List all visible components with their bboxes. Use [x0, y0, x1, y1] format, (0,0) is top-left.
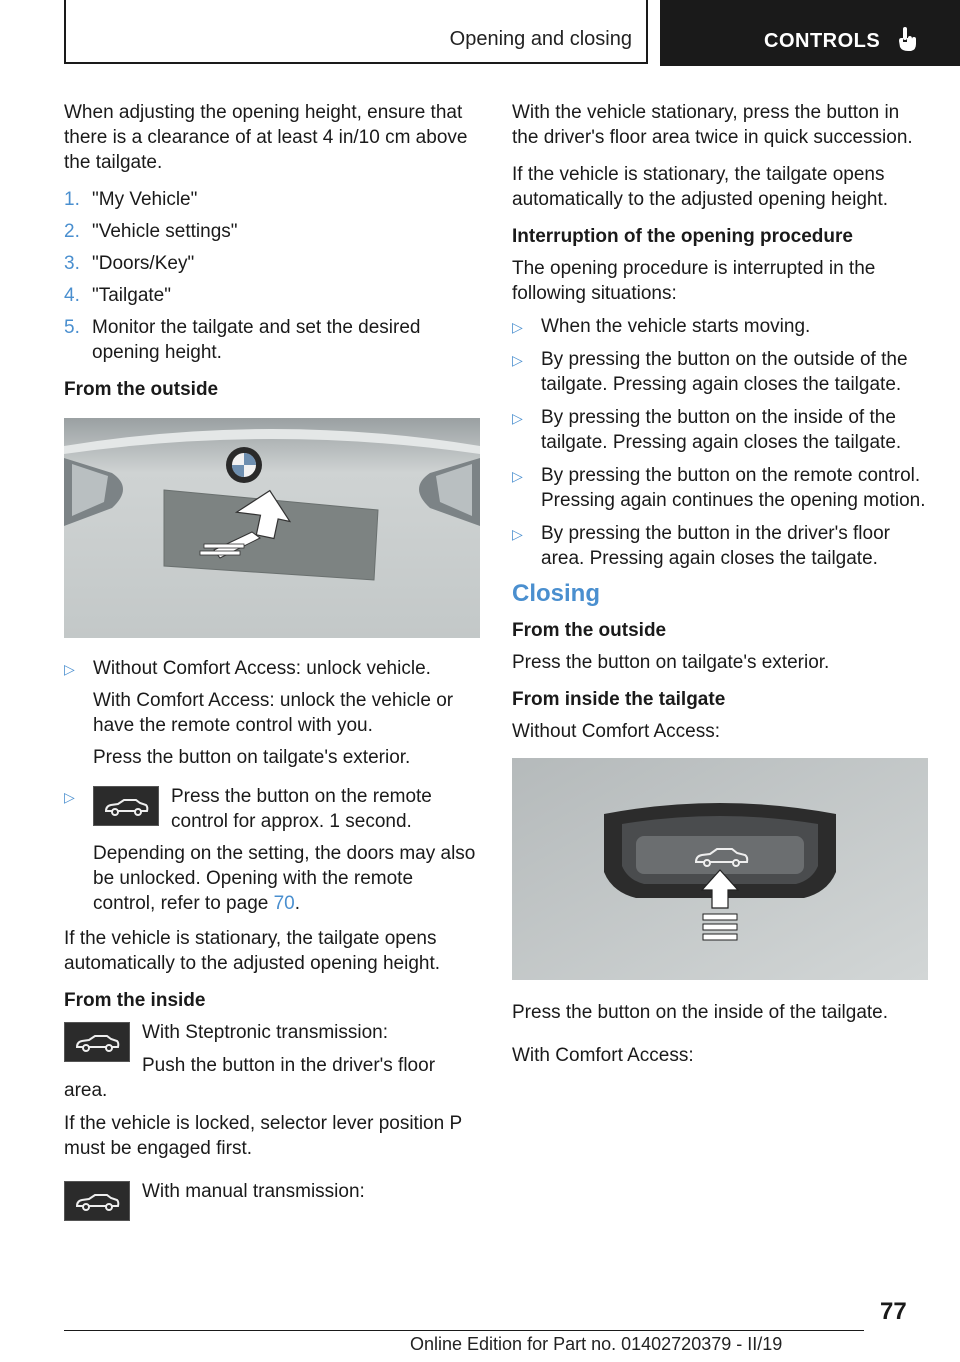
page-70-link[interactable]: 70: [273, 893, 295, 914]
push-driver-floor: Push the button in the driver's floor area.: [64, 1055, 436, 1101]
bullet-triangle-icon: ▷: [64, 789, 75, 805]
manual-instruction: With the vehicle stationary, press the button in the driver's floor area twice in quick succession.: [512, 102, 913, 148]
outside-steps-list: [64, 656, 480, 916]
pointing-hand-icon: [896, 26, 918, 52]
closing-outside-heading: From the outside: [512, 620, 667, 641]
list-item: 1. "My Vehicle": [64, 189, 198, 210]
interruption-list: [512, 314, 930, 571]
closing-heading: Closing: [512, 580, 600, 607]
interruption-heading: Interruption of the opening procedure: [512, 226, 853, 247]
settings-steps-list: [64, 187, 480, 365]
press-inside-text: Press the button on the inside of the tailgate.: [512, 1002, 889, 1023]
steptronic-label: With Steptronic transmission:: [142, 1022, 389, 1043]
header-section-box: [64, 0, 648, 64]
left-column: [64, 100, 480, 1225]
tailgate-car-icon: [93, 786, 159, 826]
tailgate-exterior-illustration: [64, 418, 480, 638]
list-item: ▷ By pressing the button on the remote control. Pressing again continues the opening motion.: [512, 465, 926, 511]
bullet-triangle-icon: ▷: [512, 319, 523, 335]
tailgate-car-icon: [64, 1181, 130, 1221]
tailgate-inside-button-illustration: [512, 758, 928, 980]
remote-control-note: Depending on the setting, the doors may also be unlocked. Opening with the remote control, refer to page 70.: [93, 843, 476, 914]
list-item: ▷ By pressing the button on the inside of the tailgate. Pressing again closes the tailgate.: [512, 407, 902, 453]
from-inside-heading: From the inside: [64, 990, 206, 1011]
list-item: ▷ By pressing the button in the driver's floor area. Pressing again closes the tailgate.: [512, 523, 890, 569]
list-item: 5. Monitor the tailgate and set the desired opening height.: [64, 317, 421, 363]
footer-edition: Online Edition for Part no. 01402720379 - II/19: [410, 1334, 783, 1354]
bullet-triangle-icon: ▷: [64, 661, 75, 677]
bullet-triangle-icon: ▷: [512, 468, 523, 484]
page-header: [0, 0, 960, 66]
stationary-note-right: If the vehicle is stationary, the tailgate opens automatically to the adjusted opening height.: [512, 164, 889, 210]
header-chapter-title: CONTROLS: [764, 30, 881, 52]
bmw-logo-icon: [226, 447, 262, 483]
bullet-triangle-icon: ▷: [512, 526, 523, 542]
bullet-triangle-icon: ▷: [512, 352, 523, 368]
stationary-note: If the vehicle is stationary, the tailgate opens automatically to the adjusted opening height.: [64, 928, 441, 974]
footer-divider: [64, 1330, 864, 1331]
list-item: 2. "Vehicle settings": [64, 221, 238, 242]
without-comfort-label: Without Comfort Access:: [512, 721, 721, 742]
header-section-title: Opening and closing: [449, 28, 632, 50]
adjust-height-intro: When adjusting the opening height, ensure that there is a clearance of at least 4 in/10 cm above the tailgate.: [64, 102, 468, 173]
list-item: ▷ Without Comfort Access: unlock vehicle. With Comfort Access: unlock the vehicle or have the remote control with you. Press the button on tailgate's exterior.: [64, 658, 454, 768]
locked-note: If the vehicle is locked, selector lever position P must be engaged first.: [64, 1113, 462, 1159]
header-chapter-box: [660, 0, 960, 66]
page-number: 77: [880, 1298, 907, 1325]
list-item: ▷ Press the button on the remote control for approx. 1 second. Depending on the setting, the doors may also be unlocked. Opening with the remote control, refer to page 70.: [64, 784, 480, 916]
closing-outside-text: Press the button on tailgate's exterior.: [512, 652, 830, 673]
tailgate-car-icon: [64, 1022, 130, 1062]
with-comfort-label: With Comfort Access:: [512, 1045, 694, 1066]
right-column: [512, 100, 930, 1080]
from-outside-heading: From the outside: [64, 379, 219, 400]
manual-label: With manual transmission:: [142, 1181, 365, 1202]
list-item: 4. "Tailgate": [64, 285, 171, 306]
interruption-intro: The opening procedure is interrupted in the following situations:: [512, 258, 876, 304]
list-item: ▷ By pressing the button on the outside of the tailgate. Pressing again closes the tailgate.: [512, 349, 908, 395]
bullet-triangle-icon: ▷: [512, 410, 523, 426]
list-item: ▷ When the vehicle starts moving.: [512, 314, 930, 339]
inside-tailgate-heading: From inside the tailgate: [512, 689, 726, 710]
list-item: 3. "Doors/Key": [64, 253, 195, 274]
